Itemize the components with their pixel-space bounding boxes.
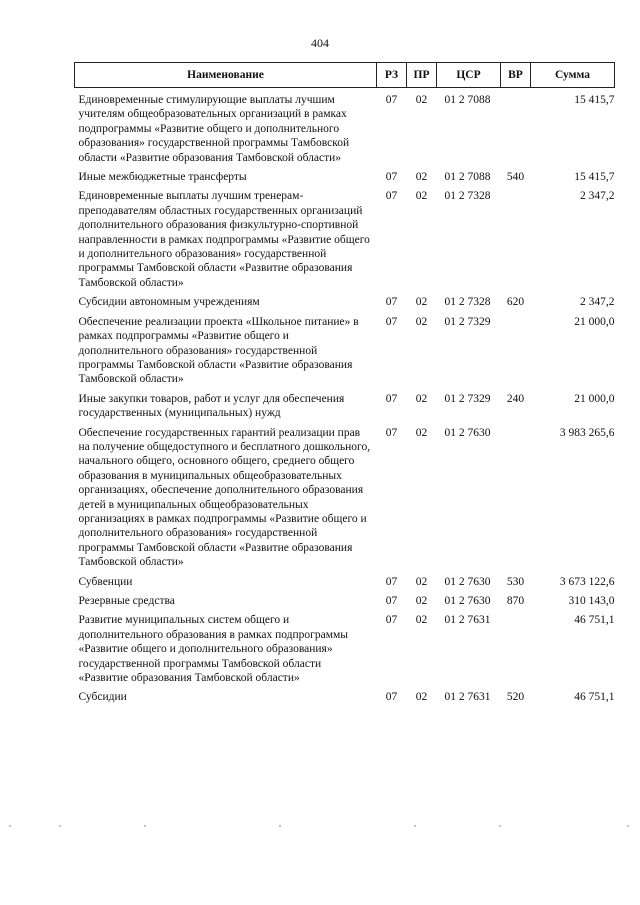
row-pr: 02 — [415, 190, 428, 203]
row-csr: 01 2 7631 — [444, 614, 491, 627]
table-row — [75, 290, 615, 309]
table-row — [75, 608, 615, 685]
header-sum: Сумма — [531, 63, 615, 88]
table-header — [75, 63, 615, 88]
table-row — [75, 685, 615, 704]
table-row — [75, 589, 615, 608]
row-name: Иные закупки товаров, работ и услуг для обеспечения государственных (муниципальных) нужд — [78, 392, 345, 420]
row-name: Обеспечение реализации проекта «Школьное питание» в рамках подпрограммы «Развитие общего и дополнительного образования» государственной программы Тамбовской области «Развитие образования Тамбовской области» — [78, 315, 359, 386]
row-vr: 870 — [506, 595, 525, 607]
row-pr: 02 — [415, 614, 428, 627]
row-vr: 240 — [506, 392, 525, 405]
row-csr: 01 2 7088 — [444, 94, 491, 106]
row-csr: 01 2 7329 — [444, 392, 491, 405]
row-rz: 07 — [385, 691, 398, 704]
row-name: Субсидии — [78, 691, 127, 704]
row-name: Обеспечение государственных гарантий реализации прав на получение общедоступного и бесплатного дошкольного, начального общего, основного общего, среднего общего образования в муниципальных общеобразовательных организациях, обеспечение дополнительного образования детей в муниципальных общеобразовательных организациях в рамках подпрограммы «Развитие общего и дополнительного образования» государственной программы Тамбовской области «Развитие образования Тамбовской области» — [78, 426, 371, 569]
row-rz: 07 — [385, 315, 398, 328]
row-vr — [501, 88, 531, 166]
row-rz: 07 — [385, 426, 398, 439]
scan-speckles — [0, 824, 640, 828]
row-rz: 07 — [385, 296, 398, 309]
row-csr: 01 2 7630 — [444, 426, 491, 439]
table-row — [75, 570, 615, 589]
row-csr: 01 2 7631 — [444, 691, 491, 704]
row-csr: 01 2 7328 — [444, 190, 491, 203]
row-vr: 620 — [506, 296, 525, 309]
table-row — [75, 421, 615, 570]
row-pr: 02 — [415, 296, 428, 309]
row-sum: 15 415,7 — [574, 171, 615, 184]
table-row — [75, 310, 615, 387]
row-csr: 01 2 7328 — [444, 296, 491, 309]
row-sum: 21 000,0 — [574, 315, 615, 328]
row-pr: 02 — [415, 691, 428, 704]
row-csr: 01 2 7630 — [444, 595, 491, 607]
row-sum: 46 751,1 — [574, 614, 615, 627]
row-name: Субвенции — [78, 575, 133, 588]
row-name: Иные межбюджетные трансферты — [78, 171, 247, 184]
table-row — [75, 184, 615, 290]
header-pr: ПР — [407, 63, 437, 88]
row-name: Развитие муниципальных систем общего и дополнительного образования в рамках подпрограммы «Развитие общего и дополнительного образования» государственной программы Тамбовской области «Развитие образования Тамбовской области» — [78, 614, 349, 685]
table-row — [75, 165, 615, 184]
row-rz: 07 — [385, 190, 398, 203]
row-sum: 3 673 122,6 — [559, 575, 615, 588]
table-body — [75, 88, 615, 705]
row-csr: 01 2 7088 — [444, 171, 491, 184]
row-vr — [501, 184, 531, 290]
row-name: Единовременные выплаты лучшим тренерам-преподавателям областных государственных организаций дополнительного образования физкультурно-спортивной направленности в рамках подпрограммы «Развитие общего и дополнительного образования» государственной программы Тамбовской области «Развитие образования Тамбовской области» — [78, 190, 370, 289]
row-pr: 02 — [415, 426, 428, 439]
row-pr: 02 — [415, 392, 428, 405]
header-rz: РЗ — [377, 63, 407, 88]
table-row — [75, 88, 615, 166]
row-vr: 540 — [506, 171, 525, 184]
row-pr: 02 — [415, 171, 428, 184]
row-rz: 07 — [385, 392, 398, 405]
row-rz: 07 — [385, 614, 398, 627]
row-name: Единовременные стимулирующие выплаты лучшим учителям общеобразовательных организаций в рамках подпрограммы «Развитие общего и дополнительного образования» государственной программы Тамбовской области «Развитие образования Тамбовской области» — [78, 94, 350, 164]
row-sum: 46 751,1 — [574, 691, 615, 704]
row-pr: 02 — [415, 595, 428, 607]
header-row — [75, 63, 615, 88]
row-sum: 15 415,7 — [574, 94, 615, 106]
row-rz: 07 — [385, 595, 398, 607]
row-vr: 530 — [506, 575, 525, 588]
row-csr: 01 2 7630 — [444, 575, 491, 588]
row-name: Резервные средства — [78, 595, 175, 607]
row-sum: 2 347,2 — [580, 190, 615, 203]
table-row — [75, 387, 615, 421]
page-number: 404 — [311, 36, 329, 50]
row-sum: 2 347,2 — [580, 296, 615, 309]
header-vr: ВР — [501, 63, 531, 88]
row-pr: 02 — [415, 94, 428, 106]
row-sum: 310 143,0 — [568, 595, 615, 607]
row-rz: 07 — [385, 94, 398, 106]
row-vr — [501, 310, 531, 387]
row-vr — [501, 421, 531, 570]
row-name: Субсидии автономным учреждениям — [78, 296, 260, 309]
row-sum: 21 000,0 — [574, 392, 615, 405]
header-name: Наименование — [75, 63, 377, 88]
budget-table — [74, 62, 615, 705]
row-rz: 07 — [385, 171, 398, 184]
row-pr: 02 — [415, 315, 428, 328]
row-rz: 07 — [385, 575, 398, 588]
row-vr: 520 — [506, 691, 525, 704]
row-sum: 3 983 265,6 — [559, 426, 615, 439]
row-pr: 02 — [415, 575, 428, 588]
row-vr — [501, 608, 531, 685]
row-csr: 01 2 7329 — [444, 315, 491, 328]
header-csr: ЦСР — [437, 63, 501, 88]
